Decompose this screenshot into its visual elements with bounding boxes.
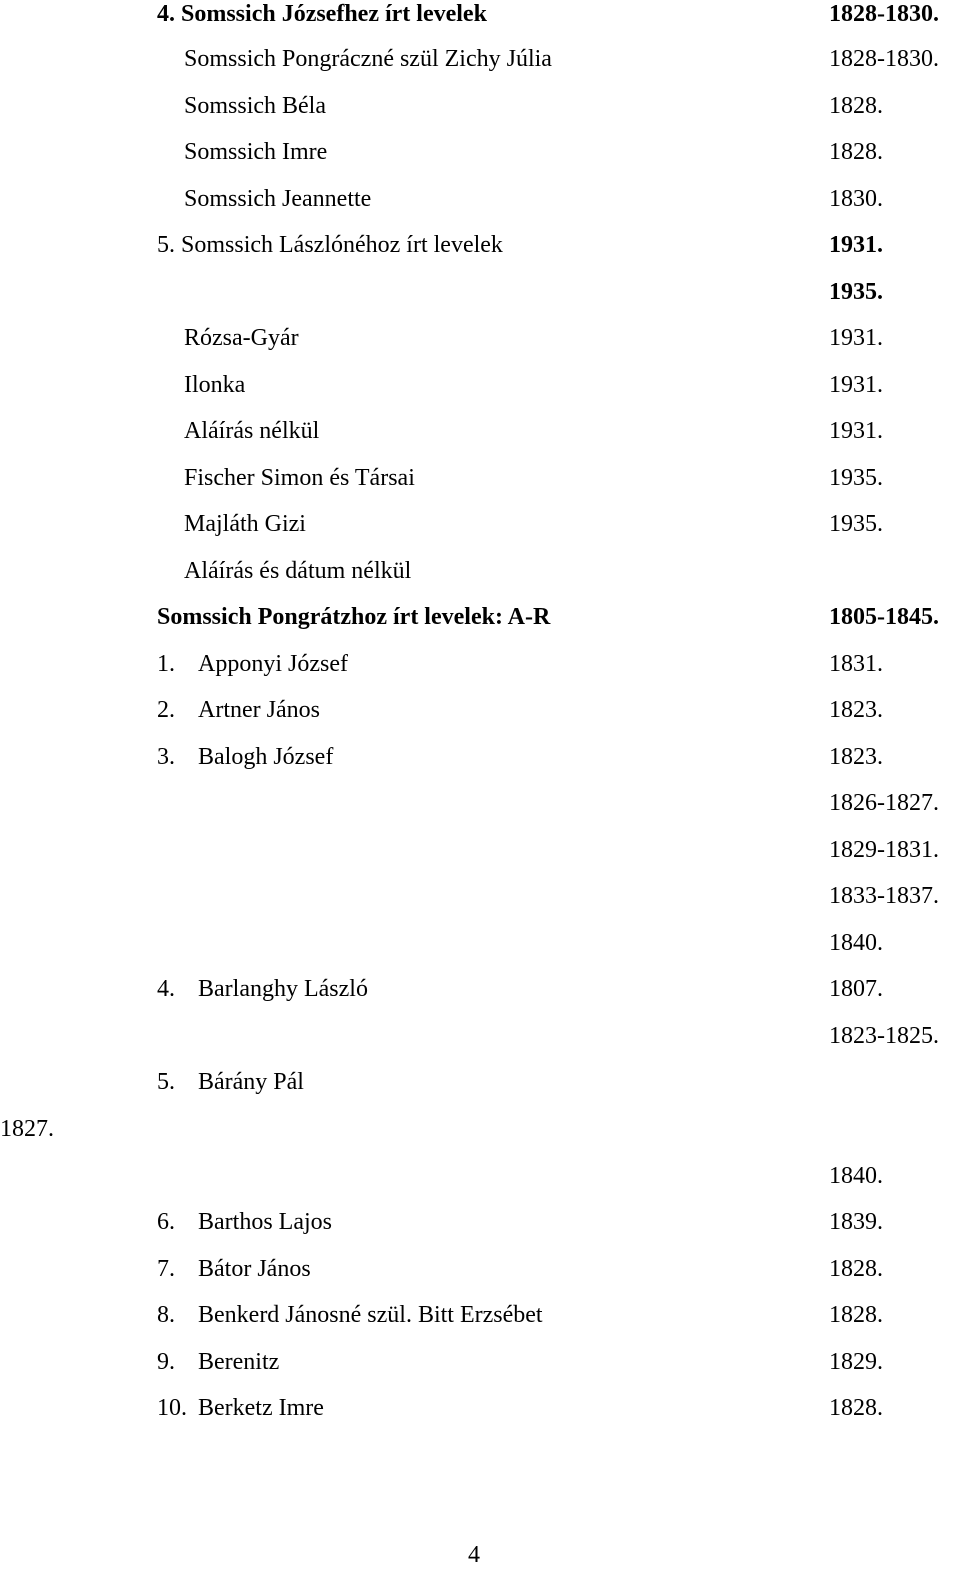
entry-date-stray: 1827. xyxy=(0,1116,54,1142)
entry-name: Somssich Imre xyxy=(184,139,328,165)
entry-date: 1823-1825. xyxy=(829,1023,939,1049)
entry-name: Bátor János xyxy=(198,1256,311,1282)
entry-date: 1828. xyxy=(829,1302,883,1328)
entry-date: 1840. xyxy=(829,1163,883,1189)
entry-date: 1828. xyxy=(829,1256,883,1282)
entry-number: 5. xyxy=(157,1069,175,1095)
entry-number: 9. xyxy=(157,1349,175,1375)
entry-date: 1831. xyxy=(829,651,883,677)
entry-date: 1935. xyxy=(829,465,883,491)
entry-name: Ilonka xyxy=(184,372,246,398)
entry-number: 10. xyxy=(157,1395,187,1421)
entry-date: 1828. xyxy=(829,1395,883,1421)
entry-date: 1828. xyxy=(829,93,883,119)
entry-date: 1931. xyxy=(829,418,883,444)
entry-date: 1828. xyxy=(829,139,883,165)
entry-date: 1840. xyxy=(829,930,883,956)
section-5-date: 1931. xyxy=(829,232,883,258)
entry-name: Somssich Béla xyxy=(184,93,326,119)
entry-name: Aláírás és dátum nélkül xyxy=(184,558,412,584)
entry-date: 1829-1831. xyxy=(829,837,939,863)
entry-name: Rózsa-Gyár xyxy=(184,325,299,351)
entry-number: 4. xyxy=(157,976,175,1002)
entry-number: 8. xyxy=(157,1302,175,1328)
section-5-date: 1935. xyxy=(829,279,883,305)
entry-date: 1807. xyxy=(829,976,883,1002)
section-4-title: 4. Somssich Józsefhez írt levelek xyxy=(157,1,487,27)
entry-name: Aláírás nélkül xyxy=(184,418,320,444)
entry-date: 1931. xyxy=(829,372,883,398)
entry-name: Somssich Pongráczné szül Zichy Júlia xyxy=(184,46,552,72)
pongratz-date: 1805-1845. xyxy=(829,604,939,630)
entry-name: Somssich Jeannette xyxy=(184,186,372,212)
entry-name: Berketz Imre xyxy=(198,1395,324,1421)
entry-date: 1830. xyxy=(829,186,883,212)
entry-date: 1931. xyxy=(829,325,883,351)
entry-number: 1. xyxy=(157,651,175,677)
entry-date: 1828-1830. xyxy=(829,46,939,72)
entry-name: Barlanghy László xyxy=(198,976,368,1002)
entry-number: 2. xyxy=(157,697,175,723)
entry-date: 1935. xyxy=(829,511,883,537)
entry-name: Fischer Simon és Társai xyxy=(184,465,415,491)
entry-name: Balogh József xyxy=(198,744,334,770)
entry-date: 1823. xyxy=(829,744,883,770)
entry-date: 1833-1837. xyxy=(829,883,939,909)
entry-number: 3. xyxy=(157,744,175,770)
entry-name: Berenitz xyxy=(198,1349,280,1375)
pongratz-title: Somssich Pongrátzhoz írt levelek: A-R xyxy=(157,604,551,630)
entry-number: 7. xyxy=(157,1256,175,1282)
entry-date: 1829. xyxy=(829,1349,883,1375)
entry-date: 1839. xyxy=(829,1209,883,1235)
entry-name: Barthos Lajos xyxy=(198,1209,332,1235)
entry-name: Majláth Gizi xyxy=(184,511,306,537)
entry-name: Apponyi József xyxy=(198,651,348,677)
entry-name: Benkerd Jánosné szül. Bitt Erzsébet xyxy=(198,1302,543,1328)
page-number: 4 xyxy=(468,1542,480,1568)
entry-name: Bárány Pál xyxy=(198,1069,304,1095)
section-4-date: 1828-1830. xyxy=(829,1,939,27)
entry-number: 6. xyxy=(157,1209,175,1235)
entry-date: 1823. xyxy=(829,697,883,723)
entry-name: Artner János xyxy=(198,697,320,723)
entry-date: 1826-1827. xyxy=(829,790,939,816)
section-5-title: 5. Somssich Lászlónéhoz írt levelek xyxy=(157,232,503,258)
